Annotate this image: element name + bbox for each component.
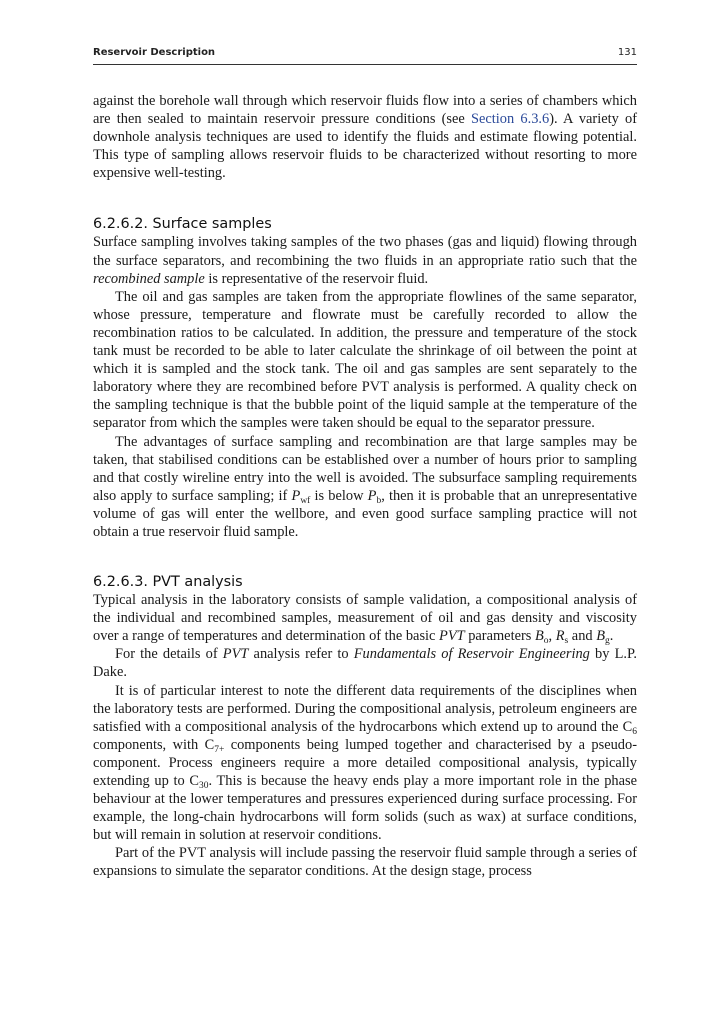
paragraph-pvt-1: Typical analysis in the laboratory consists of sample validation, a compositional analysis of the individual and recombined samples, measurement of oil and gas density and viscosity over a range of temperatures and determination of the basic PVT parameters $B_o$, $R_s$ and $B_g$. xyxy=(93,592,637,647)
paragraph-surface-2: The oil and gas samples are taken from the appropriate flowlines of the same separator, whose pressure, temperature and flowrate must be carefully recorded to allow the recombination ratios to be calculated. In addition, the pressure and temperature of the stock tank must be recorded to be able to later calculate the shrinkage of oil between the point at which it is sampled and the stock tank. The oil and gas samples are sent separately to the laboratory where they are recombined before PVT analysis is performed. A quality check on the sampling technique is that the bubble point of the liquid sample at the temperature of the separator from which the samples were taken should be equal to the separator pressure. xyxy=(93,288,637,432)
page-body xyxy=(93,92,637,881)
book-title: Fundamentals of Reservoir Engineering xyxy=(353,646,590,663)
heading-pvt-analysis: 6.2.6.3. PVT analysis xyxy=(93,574,243,591)
page-number: 131 xyxy=(617,47,637,58)
running-header xyxy=(93,46,637,65)
paragraph-pvt-3: It is of particular interest to note the different data requirements of the disciplines when the laboratory tests are performed. During the compositional analysis, petroleum engineers are satisfied with a compositional analysis of the hydrocarbons which extend up to around the $C_6$ components, with $C_{7+}$ components being lumped together and characterised by a pseudo-component. Process engineers require a more detailed compositional analysis, typically extending up to $C_{30}$. This is because the heavy ends play a more important role in the phase behaviour at the lower temperatures and pressures experienced during surface processing. For example, the long-chain hydrocarbons will form solids (such as wax) at surface conditions, but will remain in solution at reservoir conditions. xyxy=(93,682,637,844)
paragraph-pvt-4: Part of the PVT analysis will include passing the reservoir fluid sample through a series of expansions to simulate the separator conditions. At the design stage, process xyxy=(93,845,637,880)
section-title: Reservoir Description xyxy=(93,47,216,58)
recombined-sample-term: recombined sample xyxy=(93,270,205,287)
section-link[interactable]: Section 6.3.6 xyxy=(471,111,550,128)
paragraph-intro: against the borehole wall through which reservoir fluids flow into a series of chambers which are then sealed to maintain reservoir pressure conditions (see Section 6.3.6). A variety of downhole analysis techniques are used to identify the fluids and estimate flowing potential. This type of sampling allows reservoir fluids to be characterized without resorting to more expensive well-testing. xyxy=(93,93,637,182)
paragraph-surface-3: The advantages of surface sampling and recombination are that large samples may be taken, that stabilised conditions can be established over a number of hours prior to sampling and that costly wireline entry into the well is avoided. The subsurface sampling requirements also apply to surface sampling; if $P_{wf}$ is below $P_b$, then it is probable that an unrepresentative volume of gas will enter the wellbore, and even good surface sampling practice will not obtain a true reservoir fluid sample. xyxy=(93,433,638,540)
paragraph-pvt-2: For the details of PVT analysis refer to Fundamentals of Reservoir Engineering by L.P. Dake. xyxy=(93,646,638,681)
heading-surface-samples: 6.2.6.2. Surface samples xyxy=(93,216,272,233)
paragraph-surface-1: Surface sampling involves taking samples of the two phases (gas and liquid) flowing through the surface separators, and recombining the two fluids in an appropriate ratio such that the recombined sample is representative of the reservoir fluid. xyxy=(93,234,637,287)
